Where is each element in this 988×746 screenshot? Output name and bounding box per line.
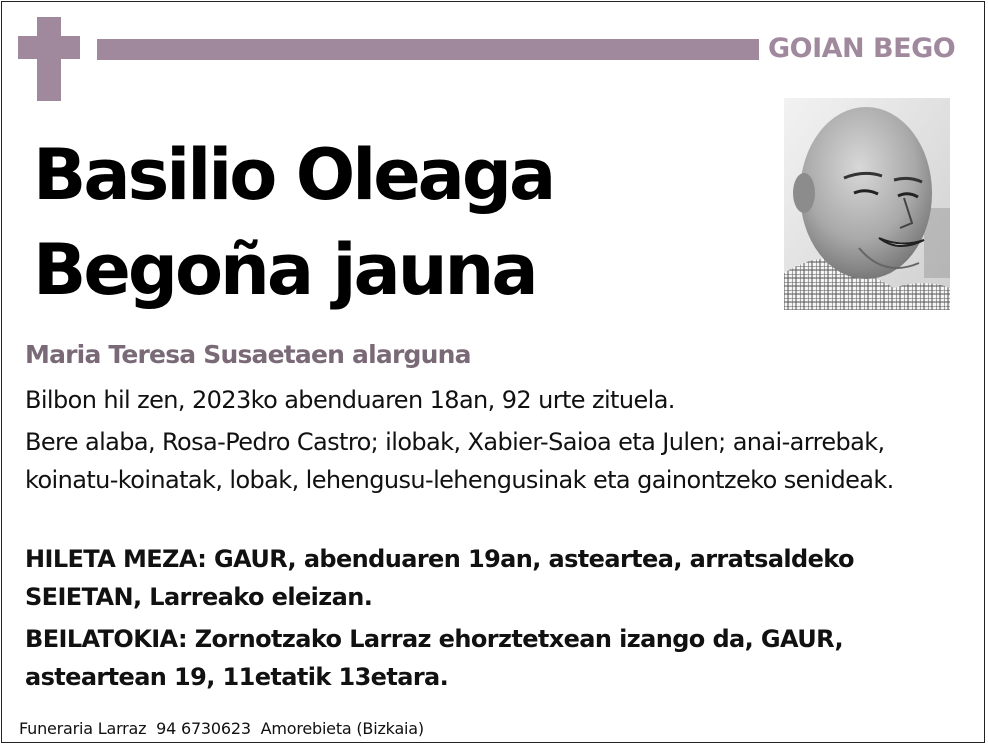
cross-horizontal-bar xyxy=(18,36,80,59)
header-rule xyxy=(97,39,759,60)
family-paragraph: Bere alaba, Rosa-Pedro Castro; ilobak, Xabier-Saioa eta Julen; anai-arrebak, koinatu-koinatak, lobak, lehengusu-lehengusinak eta gainontzeko senideak. xyxy=(25,428,894,494)
cross-vertical-bar xyxy=(37,17,61,101)
portrait-illustration xyxy=(784,98,950,310)
funeral-mass-notice: HILETA MEZA: GAUR, abenduaren 19an, asteartea, arratsaldeko SEIETAN, Larreako eleizan. xyxy=(25,545,854,611)
funeral-home-footer: Funeraria Larraz 94 6730623 Amorebieta (Bizkaia) xyxy=(19,719,424,738)
wake-notice: BEILATOKIA: Zornotzako Larraz ehorztetxean izango da, GAUR, asteartean 19, 11etatik 13etara. xyxy=(25,625,843,691)
deceased-name-line1: Basilio Oleaga xyxy=(33,134,554,216)
portrait-photo xyxy=(784,98,950,310)
obituary-heading: GOIAN BEGO xyxy=(768,33,956,64)
deceased-name-line2: Begoña jauna xyxy=(33,229,536,311)
widow-subtitle: Maria Teresa Susaetaen alarguna xyxy=(25,340,471,369)
death-notice: Bilbon hil zen, 2023ko abenduaren 18an, 92 urte zituela. xyxy=(25,386,675,414)
